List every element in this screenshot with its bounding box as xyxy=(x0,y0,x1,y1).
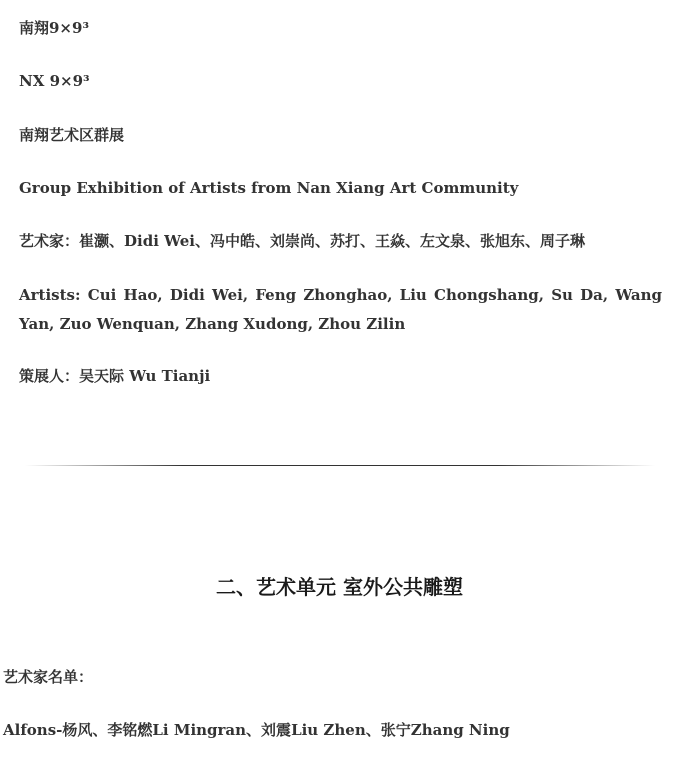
artists-en: Artists: Cui Hao, Didi Wei, Feng Zhonghao, Liu Chongshang, Su Da, Wang Yan, Zuo Wenquan, Zhang Xudong, Zhou Zilin xyxy=(19,286,662,333)
section-divider xyxy=(25,465,655,466)
section-heading: 二、艺术单元 室外公共雕塑 xyxy=(216,574,463,599)
artists-cn: 艺术家：崔灏、Didi Wei、冯中皓、刘崇尚、苏打、王焱、左文泉、张旭东、周子琳 xyxy=(19,232,585,250)
title-en: NX 9×9³ xyxy=(19,72,90,90)
exhibition-title-cn: 南翔艺术区群展 xyxy=(19,126,125,144)
curator: 策展人：吴天际 Wu Tianji xyxy=(19,367,211,385)
artist-list: Alfons-杨风、李铭燃Li Mingran、刘震Liu Zhen、张宁Zhang Ning xyxy=(3,721,510,739)
artist-list-label: 艺术家名单： xyxy=(3,668,94,686)
title-cn: 南翔9×9³ xyxy=(19,19,90,37)
exhibition-title-en: Group Exhibition of Artists from Nan Xiang Art Community xyxy=(19,179,519,197)
